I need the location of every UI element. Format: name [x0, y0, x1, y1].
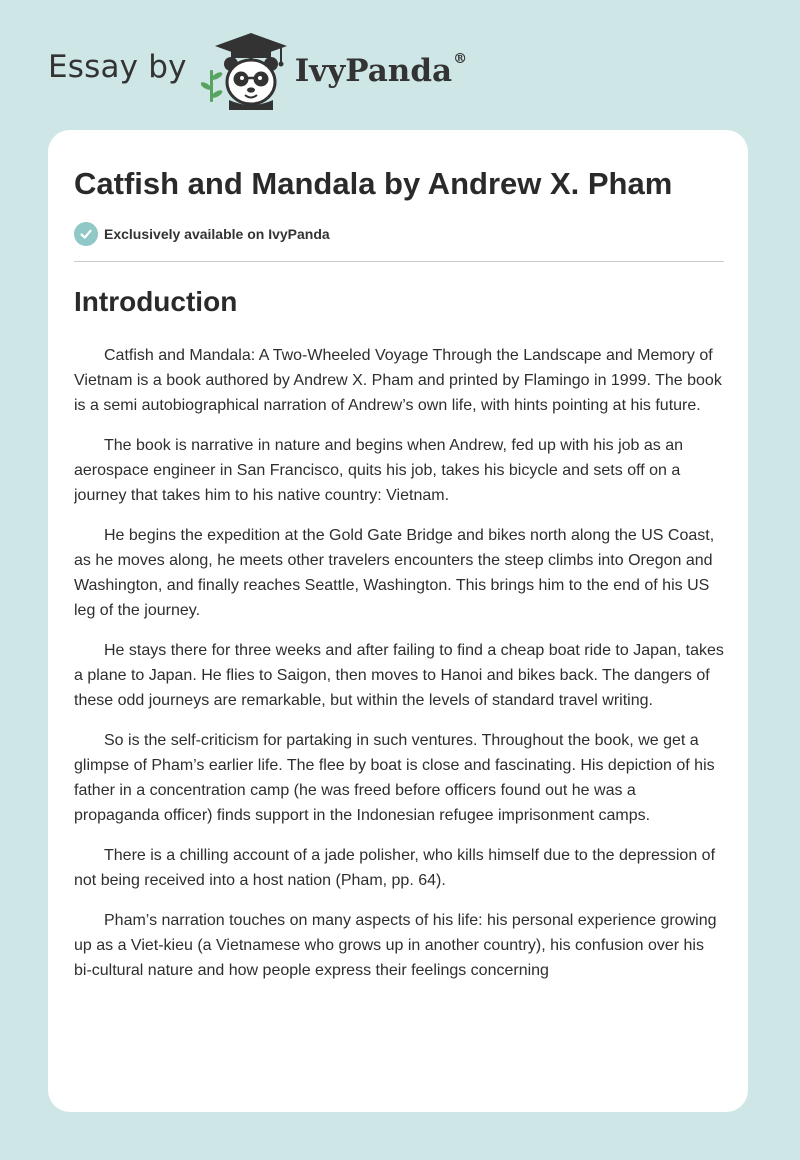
brand-label: IvyPanda — [294, 53, 453, 89]
paragraph-3: He begins the expedition at the Gold Gate Bridge and bikes north along the US Coast, as he moves along, he meets other travelers encounters the steep climbs into Oregon and Washington, and finally reaches Seattle, Washington. This brings him to the end of his US leg of the journey. — [74, 527, 715, 619]
exclusive-badge — [74, 222, 330, 246]
registered-mark: ® — [453, 51, 468, 67]
paragraph-5: So is the self-criticism for partaking in such ventures. Throughout the book, we get a glimpse of Pham’s earlier life. The flee by boat is close and fascinating. His depiction of his father in a concentration camp (he was freed before officers found out he was a propaganda officer) finds support in the Indonesian refugee imprisonment camps. — [74, 732, 715, 824]
paragraph-4: He stays there for three weeks and after failing to find a cheap boat ride to Japan, takes a plane to Japan. He flies to Saigon, then moves to Hanoi and bikes back. The dangers of these odd journeys are remarkable, but within the levels of standard travel writing. — [74, 642, 724, 709]
section-heading-introduction: Introduction — [74, 286, 238, 317]
check-icon — [74, 222, 98, 246]
title-divider — [74, 261, 724, 262]
paragraph-6: There is a chilling account of a jade polisher, who kills himself due to the depression of not being received into a host nation (Pham, pp. 64). — [74, 847, 716, 889]
panda-logo-icon[interactable] — [201, 30, 291, 110]
paragraph-7: Pham’s narration touches on many aspects of his life: his personal experience growing up as a Viet-kieu (a Vietnamese who grows up in another country), his confusion over his bi-cultural nature and how people express their feelings concerning — [74, 912, 717, 979]
paragraph-1: Catfish and Mandala: A Two-Wheeled Voyage Through the Landscape and Memory of Vietnam is a book authored by Andrew X. Pham and printed by Flamingo in 1999. The book is a semi autobiographical narration of Andrew’s own life, with hints pointing at his future. — [74, 347, 722, 414]
essay-title: Catfish and Mandala by Andrew X. Pham — [74, 166, 673, 201]
exclusive-badge-label: Exclusively available on IvyPanda — [104, 226, 330, 242]
essay-by-label: Essay by — [48, 49, 187, 85]
site-header — [48, 30, 467, 110]
essay-body — [74, 343, 724, 1073]
paragraph-2: The book is narrative in nature and begins when Andrew, fed up with his job as an aerospace engineer in San Francisco, quits his job, takes his bicycle and sets off on a journey that takes him to his native country: Vietnam. — [74, 437, 684, 504]
essay-card — [48, 130, 748, 1112]
brand-name[interactable] — [295, 53, 467, 89]
